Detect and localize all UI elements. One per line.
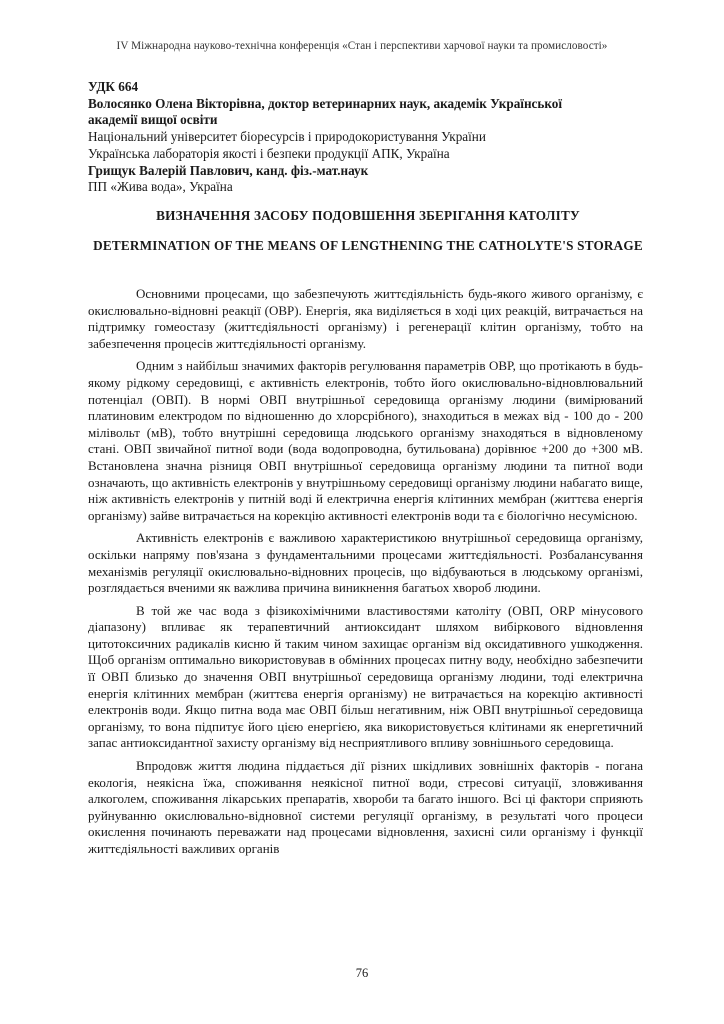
title-english: DETERMINATION OF THE MEANS OF LENGTHENING THE CATHOLYTE'S STORAGE [93,238,643,253]
affiliation-3: ПП «Жива вода», Україна [88,179,233,195]
affiliation-2: Українська лабораторія якості і безпеки продукції АПК, Україна [88,145,450,161]
paragraph-2: Одним з найбільш значимих факторів регулювання параметрів ОВР, що протікають в будь-якому рідкому середовищі, є активність електронів, тобто його окислювально-відновлювальний потенціал (ОВП). В нормі ОВП внутрішньої середовища організму людини (вимірюваний платиновим електродом по відношенню до хлорсрібного), знаходиться в межах від - 100 до - 200 мілівольт (мВ), тобто внутрішні середовища людського організму знаходяться в відновленому стані. ОВП звичайної питної води (вода водопроводна, бутильована) дорівнює +200 до +300 мВ. Встановлена значна різниця ОВП внутрішньої середовища організму людини та питної води означають, що активність електронів у внутрішньому середовищі організму людини набагато вище, ніж активність електронів у питній воді й електрична енергія клітинних мембран (життєва енергія організму) зайве витрачається на корекцію активності електронів води та є біологічно несумісною. [88,358,643,523]
author-1-line-2: академії вищої освіти [88,112,218,128]
front-matter [88,79,648,196]
author-1-line-1: Волосянко Олена Вікторівна, доктор ветеринарних наук, академік Української [88,95,563,111]
paragraph-3: Активність електронів є важливою характеристикою внутрішньої середовища організму, оскільки напряму пов'язана з фундаментальними процесами життєдіяльності. Розбалансування механізмів регуляції окислювально-відновних процесів, що відбуваються в людському організмі, розглядається вченими як важлива причина виникнення багатьох хвороб людини. [88,530,643,596]
affiliation-1: Національний університет біоресурсів і природокористування України [88,129,486,145]
paragraph-5: Впродовж життя людина піддається дії різних шкідливих зовнішніх факторів - погана екологія, неякісна їжа, споживання неякісної питної води, стресові ситуації, зловживання алкоголем, споживання лікарських препаратів, хвороби та багато іншого. Всі ці фактори сприяють руйнуванню окислювально-відновної системи регуляції організму, в результаті чого процеси окислення починають переважати над процесами відновлення, захисні сили організму і функції життєдіяльності важливих органів [88,758,643,856]
title-ukrainian: ВИЗНАЧЕННЯ ЗАСОБУ ПОДОВШЕННЯ ЗБЕРІГАННЯ КАТОЛІТУ [156,208,580,223]
running-header: IV Міжнародна науково-технічна конференція «Стан і перспективи харчової науки та промисловості» [116,40,608,52]
paragraph-1: Основними процесами, що забезпечують життєдіяльність будь-якого живого організму, є окислювально-відновні реакції (ОВР). Енергія, яка виділяється в ході цих реакцій, витрачається на підтримку гомеостазу (життєдіяльності організму) і регенерації клітин організму, тобто на забезпечення процесів життєдіяльності організму. [88,286,643,351]
author-2: Грищук Валерій Павлович, канд. фіз.-мат.наук [88,162,369,178]
udc-code: УДК 664 [88,79,139,94]
paragraph-4: В той же час вода з фізикохімічними властивостями католіту (ОВП, ORP мінусового діапазону) впливає як терапевтичний антиоксидант шляхом вибіркового відновлення цитотоксичних радикалів кисню й таким чином захищає організм від оксидативного ушкодження. Щоб організм оптимально використовував в обмінних процесах питну воду, необхідно забезпечити її ОВП близько до значення ОВП внутрішньої середовища організму людини, тоді електрична енергія клітинних мембран (життєва енергія організму) не витрачається на корекцію активності електронів води. Якщо питна вода має ОВП більш негативним, ніж ОВП внутрішньої середовища організму, то вона підпитує його цією енергією, яка використовується клітинами як енергетичний запас антиоксидантної захисту організму від несприятливого впливу зовнішнього середовища. [88,602,643,751]
article-body [88,286,643,864]
page-number: 76 [355,966,369,980]
